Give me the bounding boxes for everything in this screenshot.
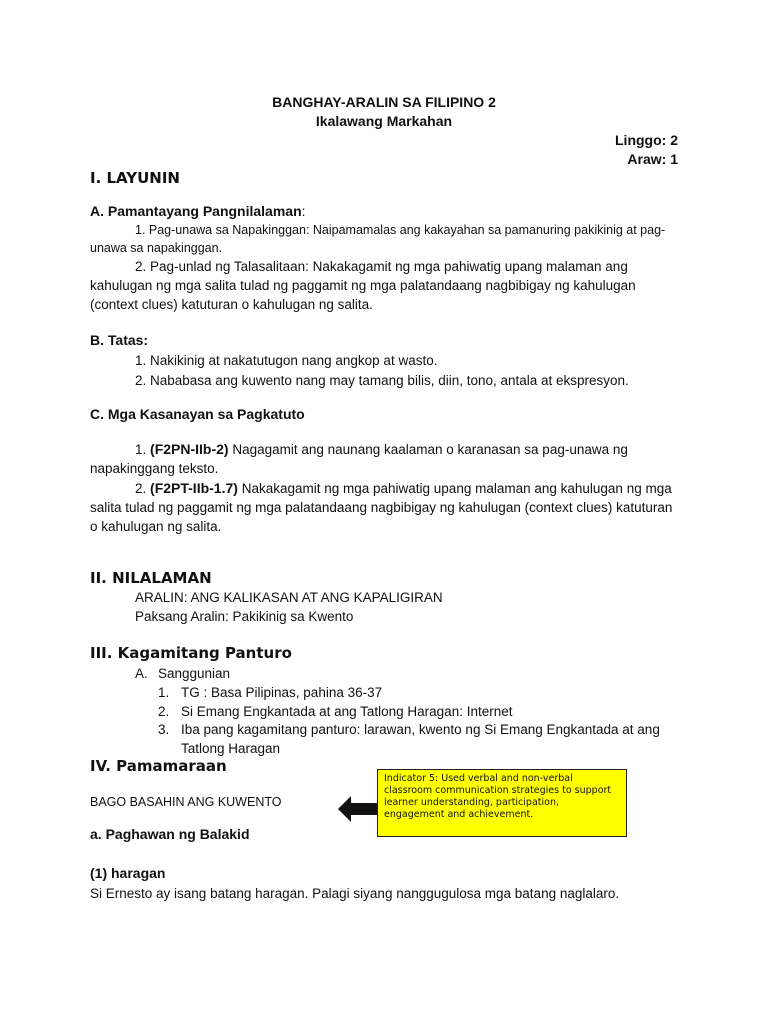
section-heading-kagamitan: III. Kagamitang Panturo — [90, 644, 292, 662]
section-heading-layunin: I. LAYUNIN — [90, 169, 180, 187]
linggo-label: Linggo: 2 — [615, 132, 678, 148]
list-item-num: 2. — [158, 704, 170, 719]
kasanayan-num-2: 2. — [135, 481, 147, 496]
tatas-item-1: 1. Nakikinig at nakatutugon nang angkop at wasto. — [135, 353, 438, 368]
subheading-text: A. Pamantayang Pangnilalaman — [90, 203, 302, 219]
vocabulary-word-heading: (1) haragan — [90, 865, 166, 881]
vocabulary-sentence: Si Ernesto ay isang batang haragan. Palagi siyang nanggugulosa mga batang naglalaro. — [90, 886, 620, 901]
araw-label: Araw: 1 — [627, 151, 678, 167]
kasanayan-item-1 — [90, 440, 680, 478]
aralin-label: ARALIN: ANG KALIKASAN AT ANG KAPALIGIRAN — [135, 590, 443, 605]
indicator-callout-box: Indicator 5: Used verbal and non-verbal classroom communication strategies to support learner understanding, participation, engagement and achievement. — [377, 769, 627, 837]
subheading-paghawan: a. Paghawan ng Balakid — [90, 826, 250, 842]
list-item — [158, 702, 513, 721]
document-subtitle: Ikalawang Markahan — [315, 113, 453, 129]
kasanayan-code-1: (F2PN-IIb-2) — [150, 441, 229, 457]
list-item-num: 1. — [158, 685, 170, 700]
subheading-kasanayan: C. Mga Kasanayan sa Pagkatuto — [90, 406, 305, 422]
sanggunian-label — [135, 664, 231, 683]
list-item-num: 3. — [158, 722, 170, 737]
sanggunian-letter: A. — [135, 666, 148, 681]
subheading-colon: : — [301, 203, 306, 219]
pamantayang-item-1: 1. Pag-unawa sa Napakinggan: Naipamamalas ang kakayahan sa pamanuring pakikinig at pag-unawa sa napakinggan. — [90, 223, 666, 255]
kasanayan-num-1: 1. — [135, 442, 147, 457]
kasanayan-text-2: Nakakagamit ng mga pahiwatig upang malaman ang kahulugan ng mga salita tulad ng paggamit ng mga palatandaang nagbibigay ng kahulugan (context clues) katuturan o kahulugan ng salita. — [90, 481, 673, 534]
kasanayan-text-1: Nagagamit ang naunang kaalaman o karanasan sa pag-unawa ng napakinggang teksto. — [90, 442, 628, 476]
document-title: BANGHAY-ARALIN SA FILIPINO 2 — [272, 94, 496, 110]
list-item-text: Iba pang kagamitang panturo: larawan, kwento ng Si Emang Engkantada at ang Tatlong Haragan — [181, 722, 660, 756]
kasanayan-item-2 — [90, 479, 680, 536]
list-item-text: TG : Basa Pilipinas, pahina 36-37 — [181, 685, 383, 700]
bago-basahin-label: BAGO BASAHIN ANG KUWENTO — [90, 795, 282, 809]
kasanayan-code-2: (F2PT-IIb-1.7) — [150, 480, 238, 496]
pamantayang-item-2: 2. Pag-unlad ng Talasalitaan: Nakakagamit ng mga pahiwatig upang malaman ang kahulugan ng mga salita tulad ng paggamit ng mga palatandaang nagbibigay ng kahulugan (context clues) katuturan o kahulugan ng salita. — [90, 259, 636, 312]
arrow-left-icon — [338, 796, 378, 822]
list-item — [158, 720, 169, 739]
section-heading-nilalaman: II. NILALAMAN — [90, 569, 212, 587]
list-item — [158, 683, 383, 702]
subheading-tatas: B. Tatas: — [90, 332, 149, 348]
subheading-pamantayang — [90, 203, 306, 219]
list-item-text: Si Emang Engkantada at ang Tatlong Haragan: Internet — [181, 704, 513, 719]
section-heading-pamamaraan: IV. Pamamaraan — [90, 757, 227, 775]
paksang-aralin-label: Paksang Aralin: Pakikinig sa Kwento — [135, 609, 354, 624]
tatas-item-2: 2. Nababasa ang kuwento nang may tamang bilis, diin, tono, antala at ekspresyon. — [135, 373, 629, 388]
sanggunian-text: Sanggunian — [158, 666, 231, 681]
